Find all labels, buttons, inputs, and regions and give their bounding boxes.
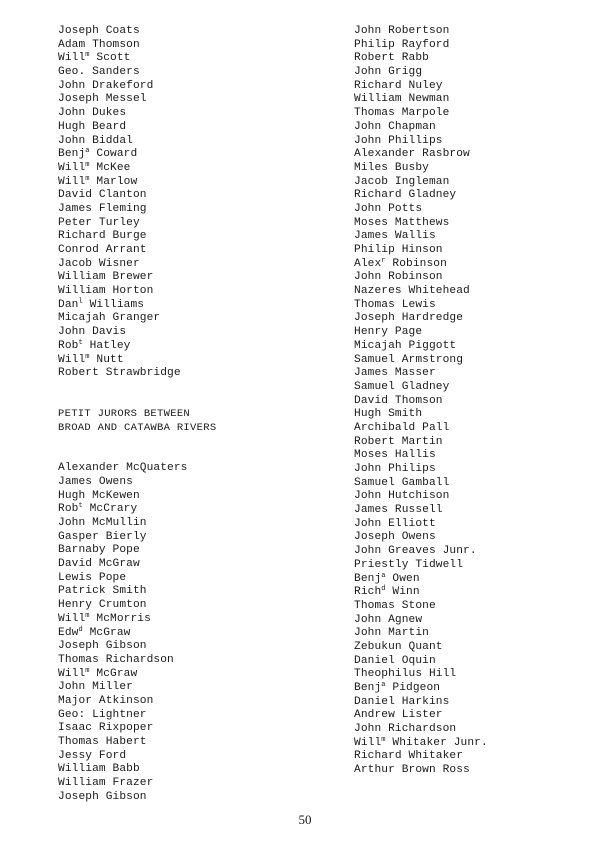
name-text: John Potts — [354, 202, 423, 215]
name-entry — [354, 408, 604, 422]
name-entry — [354, 436, 604, 450]
name-entry — [354, 93, 604, 107]
name-entry — [58, 162, 328, 176]
name-entry — [354, 271, 604, 285]
name-text: Rob — [58, 339, 79, 352]
name-text-rest: McKee — [89, 161, 131, 174]
name-text: Thomas Habert — [58, 736, 147, 748]
name-text: Archibald Pall — [354, 421, 450, 434]
name-text: Geo: Lightner — [58, 708, 147, 721]
name-entry — [354, 614, 604, 628]
name-text: John Dukes — [58, 107, 127, 120]
name-entry — [354, 463, 604, 477]
name-entry — [58, 736, 328, 750]
name-entry — [354, 230, 604, 244]
name-text: Nazeres Whitehead — [354, 285, 470, 298]
name-text: Gasper Bierly — [58, 530, 147, 543]
abbreviation-superscript: r — [381, 256, 386, 265]
abbreviation-superscript: l — [78, 297, 83, 306]
name-entry — [354, 737, 604, 751]
name-text: John Hutchison — [354, 490, 450, 503]
name-entry — [58, 668, 328, 682]
name-text: Benj — [354, 572, 382, 585]
name-text: Andrew Lister — [354, 709, 443, 722]
name-text: John Agnew — [354, 613, 423, 626]
name-text-rest: Winn — [385, 586, 420, 599]
name-text-rest: Scott — [89, 52, 131, 65]
petit-jurors-list — [58, 462, 328, 804]
name-entry — [58, 66, 328, 80]
name-entry — [354, 66, 604, 80]
abbreviation-superscript: m — [85, 51, 90, 60]
name-text: David Clanton — [58, 189, 147, 202]
name-entry — [354, 504, 604, 518]
name-entry — [58, 531, 328, 545]
name-text-rest: Nutt — [89, 353, 124, 366]
name-text-rest: Coward — [89, 148, 138, 161]
name-entry — [58, 750, 328, 764]
name-text-rest: Marlow — [89, 175, 138, 188]
name-entry — [58, 340, 328, 354]
name-entry — [58, 544, 328, 558]
name-entry — [58, 640, 328, 654]
name-text: James Owens — [58, 475, 133, 488]
name-entry — [58, 189, 328, 203]
name-entry — [58, 627, 328, 641]
name-text: John Greaves Junr. — [354, 545, 477, 558]
name-text: Robert Martin — [354, 435, 443, 448]
name-text: Jacob Wisner — [58, 257, 140, 270]
name-text: Arthur Brown Ross — [354, 764, 470, 777]
name-text: Joseph Gibson — [58, 790, 147, 803]
name-text: Samuel Gamball — [354, 476, 450, 489]
name-entry — [354, 559, 604, 573]
name-entry — [354, 148, 604, 162]
name-text: Zebukun Quant — [354, 640, 443, 653]
name-entry — [58, 572, 328, 586]
name-text: Philip Rayford — [354, 38, 450, 51]
name-entry — [58, 599, 328, 613]
name-text-rest: Owen — [385, 572, 420, 585]
name-entry — [354, 285, 604, 299]
name-entry — [58, 517, 328, 531]
abbreviation-superscript: a — [381, 571, 386, 580]
name-text: Adam Thomson — [58, 38, 140, 51]
name-text: Theophilus Hill — [354, 668, 457, 681]
name-text-rest: McCrary — [82, 503, 138, 516]
section-heading — [58, 408, 328, 435]
name-text: James Fleming — [58, 202, 147, 215]
name-entry — [58, 722, 328, 736]
name-text: Alexander McQuaters — [58, 462, 188, 475]
name-text-rest: Pidgeon — [385, 682, 441, 694]
name-entry — [58, 107, 328, 121]
name-text: William Horton — [58, 285, 154, 298]
name-text: John McMullin — [58, 517, 147, 529]
left-name-list — [58, 25, 328, 381]
name-entry — [58, 93, 328, 107]
name-entry — [58, 285, 328, 299]
name-text: Daniel Harkins — [354, 695, 450, 708]
name-text: John Biddal — [58, 134, 133, 147]
name-text: Hugh Beard — [58, 120, 127, 133]
name-text: John Davis — [58, 326, 127, 339]
name-text: Will — [58, 612, 86, 625]
name-entry — [354, 39, 604, 53]
name-text-rest: McMorris — [89, 612, 151, 625]
name-text: Joseph Coats — [58, 25, 140, 37]
name-entry — [354, 107, 604, 121]
name-text-rest: Robinson — [385, 257, 447, 270]
heading-line: PETIT JURORS BETWEEN — [58, 407, 191, 420]
abbreviation-superscript: a — [381, 681, 386, 689]
name-entry — [354, 25, 604, 39]
right-column — [354, 25, 604, 778]
name-text: William Frazer — [58, 777, 154, 790]
name-text: Richard Nuley — [354, 79, 443, 92]
spacer — [58, 435, 328, 462]
name-entry — [354, 312, 604, 326]
name-text: Hugh Smith — [354, 408, 423, 421]
name-entry — [354, 449, 604, 463]
name-text: Geo. Sanders — [58, 66, 140, 79]
name-entry — [354, 52, 604, 66]
name-text: John Miller — [58, 681, 133, 694]
abbreviation-superscript: m — [85, 160, 90, 169]
name-entry — [58, 558, 328, 572]
name-text: Will — [58, 161, 86, 174]
name-entry — [58, 681, 328, 695]
name-text: David Thomson — [354, 394, 443, 407]
name-text: Peter Turley — [58, 216, 140, 229]
name-entry — [58, 476, 328, 490]
name-text: Barnaby Pope — [58, 544, 140, 557]
name-entry — [58, 39, 328, 53]
name-text: Alexander Rasbrow — [354, 148, 470, 161]
name-entry — [354, 244, 604, 258]
name-text: William Brewer — [58, 271, 154, 284]
name-text: Will — [58, 52, 86, 65]
name-text: Will — [58, 667, 86, 680]
name-text: Alex — [354, 257, 382, 270]
name-entry — [58, 695, 328, 709]
name-text: Isaac Rixpoper — [58, 722, 154, 735]
name-entry — [354, 176, 604, 190]
name-text-rest: McGraw — [89, 667, 138, 680]
name-text: Conrod Arrant — [58, 244, 147, 256]
name-text: Dan — [58, 298, 79, 311]
name-entry — [58, 25, 328, 39]
name-text: John Phillips — [354, 134, 443, 147]
name-entry — [354, 422, 604, 436]
name-text: John Robinson — [354, 271, 443, 284]
name-text: Rich — [354, 586, 382, 599]
name-entry — [354, 258, 604, 272]
name-text: James Masser — [354, 367, 436, 380]
name-text: Robert Rabb — [354, 52, 429, 65]
name-entry — [354, 586, 604, 600]
abbreviation-superscript: m — [381, 735, 386, 744]
name-entry — [354, 723, 604, 737]
name-entry — [58, 503, 328, 517]
name-entry — [58, 271, 328, 285]
name-entry — [354, 203, 604, 217]
name-entry — [58, 326, 328, 340]
name-entry — [354, 162, 604, 176]
name-entry — [58, 367, 328, 381]
name-text-rest: Whitaker Junr. — [385, 736, 488, 749]
name-text: Thomas Richardson — [58, 653, 174, 666]
name-text: Joseph Hardredge — [354, 312, 464, 325]
name-entry — [354, 381, 604, 395]
name-text: Major Atkinson — [58, 694, 154, 707]
name-text: Samuel Gladney — [354, 380, 450, 393]
name-entry — [354, 531, 604, 545]
name-text: Richard Whitaker — [354, 750, 464, 763]
name-entry — [58, 148, 328, 162]
name-text: John Elliott — [354, 517, 436, 530]
name-entry — [354, 750, 604, 764]
name-text: Joseph Gibson — [58, 640, 147, 653]
name-entry — [58, 354, 328, 368]
name-entry — [354, 764, 604, 778]
abbreviation-superscript: t — [78, 338, 83, 347]
name-entry — [58, 244, 328, 258]
name-entry — [58, 258, 328, 272]
name-text: Joseph Messel — [58, 93, 147, 106]
name-entry — [354, 518, 604, 532]
name-text: John Philips — [354, 463, 436, 475]
name-entry — [354, 367, 604, 381]
name-text: James Russell — [354, 504, 443, 517]
name-text: Lewis Pope — [58, 571, 127, 584]
name-entry — [354, 340, 604, 354]
name-entry — [354, 121, 604, 135]
name-text: Micajah Piggott — [354, 339, 457, 352]
abbreviation-superscript: m — [85, 666, 90, 675]
abbreviation-superscript: m — [85, 174, 90, 183]
name-text: Samuel Armstrong — [354, 353, 464, 366]
name-text-rest: Hatley — [82, 339, 131, 352]
left-column — [58, 25, 328, 804]
name-entry — [354, 573, 604, 587]
name-text: John Grigg — [354, 66, 423, 79]
name-text: Henry Crumton — [58, 599, 147, 612]
name-entry — [58, 52, 328, 66]
name-text: Thomas Marpole — [354, 107, 450, 120]
name-entry — [354, 80, 604, 94]
name-entry — [354, 696, 604, 710]
name-text: Moses Hallis — [354, 449, 436, 462]
name-entry — [354, 135, 604, 149]
name-text: Will — [354, 736, 382, 749]
name-entry — [58, 176, 328, 190]
name-entry — [354, 189, 604, 203]
name-entry — [354, 490, 604, 504]
name-entry — [58, 777, 328, 791]
name-entry — [354, 655, 604, 669]
name-text: David McGraw — [58, 558, 140, 571]
name-entry — [354, 627, 604, 641]
name-text: Will — [58, 175, 86, 188]
right-name-list — [354, 25, 604, 778]
name-text: Moses Matthews — [354, 216, 450, 229]
abbreviation-superscript: a — [85, 147, 90, 156]
name-text: John Robertson — [354, 25, 450, 37]
name-entry — [354, 682, 604, 696]
abbreviation-superscript: d — [381, 585, 386, 594]
name-entry — [58, 654, 328, 668]
name-text: Will — [58, 353, 86, 366]
name-text: Richard Burge — [58, 230, 147, 243]
name-text: Richard Gladney — [354, 189, 457, 202]
name-entry — [354, 299, 604, 313]
name-text: Thomas Lewis — [354, 298, 436, 311]
name-entry — [58, 791, 328, 805]
name-entry — [58, 121, 328, 135]
name-text: Micajah Granger — [58, 312, 161, 325]
name-text: Jessy Ford — [58, 749, 127, 762]
name-entry — [58, 230, 328, 244]
name-text: Miles Busby — [354, 161, 429, 174]
name-entry — [58, 299, 328, 313]
name-text: Patrick Smith — [58, 585, 147, 598]
name-entry — [354, 709, 604, 723]
name-entry — [354, 354, 604, 368]
name-entry — [58, 585, 328, 599]
name-entry — [58, 462, 328, 476]
name-entry — [354, 395, 604, 409]
name-entry — [58, 613, 328, 627]
name-text: Priestly Tidwell — [354, 558, 464, 571]
name-text: John Drakeford — [58, 79, 154, 92]
name-entry — [354, 668, 604, 682]
name-text: Philip Hinson — [354, 244, 443, 256]
name-entry — [58, 490, 328, 504]
name-text: William Newman — [354, 93, 450, 106]
name-text: Edw — [58, 626, 79, 639]
abbreviation-superscript: t — [78, 502, 83, 511]
name-entry — [354, 641, 604, 655]
name-text-rest: Williams — [82, 298, 145, 311]
name-text: Daniel Oquin — [354, 654, 436, 667]
name-entry — [354, 600, 604, 614]
name-text: Joseph Owens — [354, 531, 436, 544]
name-entry — [58, 763, 328, 777]
name-text: William Babb — [58, 763, 140, 776]
abbreviation-superscript: m — [85, 352, 90, 361]
name-text: Thomas Stone — [354, 599, 436, 612]
name-entry — [354, 545, 604, 559]
name-text: James Wallis — [354, 230, 436, 243]
abbreviation-superscript: m — [85, 611, 90, 620]
name-entry — [58, 312, 328, 326]
name-text: John Martin — [354, 627, 429, 640]
name-text: Robert Strawbridge — [58, 367, 181, 380]
name-text: Jacob Ingleman — [354, 175, 450, 188]
name-entry — [58, 203, 328, 217]
name-entry — [354, 477, 604, 491]
name-entry — [58, 709, 328, 723]
name-entry — [58, 217, 328, 231]
name-entry — [58, 80, 328, 94]
name-entry — [58, 135, 328, 149]
name-text-rest: McGraw — [82, 626, 131, 639]
name-text: John Richardson — [354, 723, 457, 736]
abbreviation-superscript: d — [78, 625, 83, 634]
name-text: Benj — [58, 148, 86, 161]
name-entry — [354, 217, 604, 231]
name-text: John Chapman — [354, 120, 436, 133]
heading-line: BROAD AND CATAWBA RIVERS — [58, 421, 217, 434]
name-text: Rob — [58, 503, 79, 516]
name-text: Henry Page — [354, 326, 423, 339]
name-text: Benj — [354, 682, 382, 694]
name-entry — [354, 326, 604, 340]
page-number: 50 — [298, 812, 312, 827]
name-text: Hugh McKewen — [58, 489, 140, 502]
